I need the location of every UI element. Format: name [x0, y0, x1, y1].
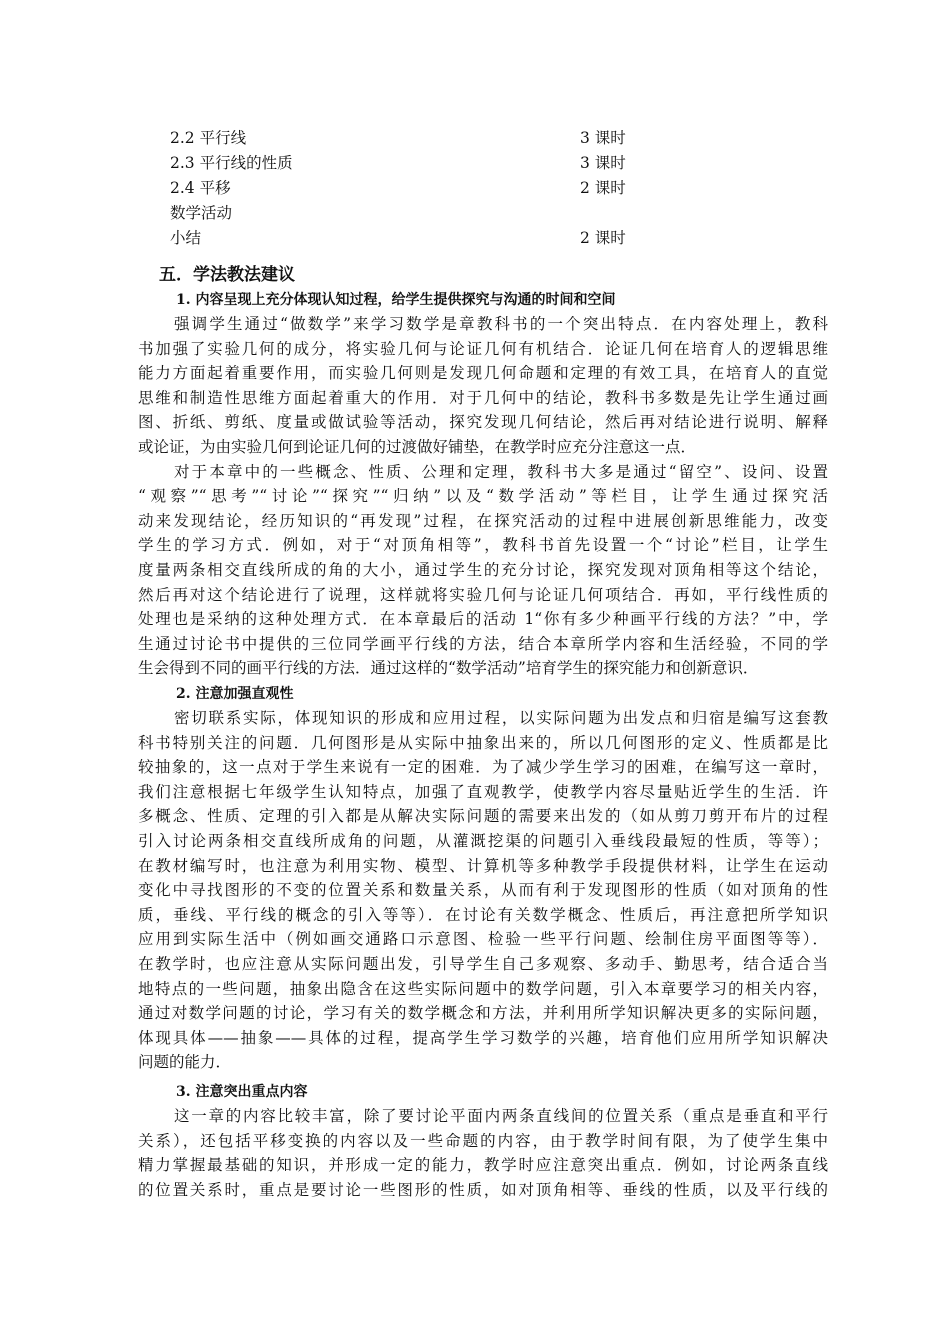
paragraph-line: 应用到实际生活中（例如画交通路口示意图、检验一些平行问题、绘制住房平面图等等）． [138, 930, 828, 949]
schedule-row [170, 176, 670, 201]
paragraph [138, 460, 828, 681]
paragraph-line: 引入讨论两条相交直线所成角的问题，从灌溉挖渠的问题引入垂线段最短的性质，等等）； [138, 831, 828, 850]
paragraph [138, 1104, 828, 1202]
paragraph-line: 生会得到不同的画平行线的方法．通过这样的“数学活动”培育学生的探究能力和创新意识． [138, 659, 759, 678]
section-heading: 五．学法教法建议 [159, 265, 295, 285]
schedule-item-name: 2.2 平行线 [170, 129, 247, 147]
paragraph-line: 体现具体——抽象——具体的过程，提高学生学习数学的兴趣，培育他们应用所学知识解决 [138, 1028, 828, 1047]
paragraph-line: 处理也是采纳的这种处理方式．在本章最后的活动 1“你有多少种画平行线的方法？”中，学 [138, 610, 828, 629]
schedule-item-name: 数学活动 [170, 204, 233, 222]
schedule-row [170, 151, 670, 176]
paragraph-line: 这一章的内容比较丰富，除了要讨论平面内两条直线间的位置关系（重点是垂直和平行 [174, 1107, 828, 1125]
schedule-item-name: 2.3 平行线的性质 [170, 154, 293, 172]
paragraph-line: 密切联系实际，体现知识的形成和应用过程，以实际问题为出发点和归宿是编写这套教 [174, 709, 828, 727]
paragraph-line: 通过对数学问题的讨论，学习有关的数学概念和方法，并利用所学知识解决更多的实际问题， [138, 1004, 828, 1023]
paragraph-line: 多概念、性质、定理的引入都是从解决实际问题的需要来出发的（如从剪刀剪开布片的过程 [138, 807, 828, 826]
subsection-1 [138, 288, 828, 681]
paragraph-line: 然后再对这个结论进行了说理，这样就将实验几何与论证几何项结合．再如，平行线性质的 [138, 585, 828, 604]
paragraph-line: 在教材编写时，也注意为利用实物、模型、计算机等多种教学手段提供材料，让学生在运动 [138, 856, 828, 875]
paragraph-line: 图、折纸、剪纸、度量或做试验等活动，探究发现几何结论，然后再对结论进行说明、解释 [138, 413, 828, 432]
paragraph-line: 书加强了实验几何的成分，将实验几何与论证几何有机结合．论证几何在培育人的逻辑思维 [138, 339, 828, 358]
paragraph-line: 地特点的一些问题，抽象出隐含在这些实际问题中的数学问题，引入本章要学习的相关内容， [138, 979, 828, 998]
paragraph-line: “观察”“思考”“讨论”“探究”“归纳”以及“数学活动”等栏目，让学生通过探究活 [138, 487, 828, 506]
schedule-item-hours: 3 课时 [580, 129, 626, 147]
schedule-item-name: 小结 [170, 229, 202, 247]
paragraph-line: 科书特别关注的问题．几何图形是从实际中抽象出来的，所以几何图形的定义、性质都是比 [138, 733, 828, 752]
paragraph-line: 动来发现结论，经历知识的“再发现”过程，在探究活动的过程中进展创新思维能力，改变 [138, 511, 828, 530]
subsection-heading: 3. 注意突出重点内容 [176, 1084, 308, 1100]
paragraph-line: 思维和制造性思维方面起着重大的作用．对于几何中的结论，教科书多数是先让学生通过画 [138, 388, 828, 407]
paragraph-line: 我们注意根据七年级学生认知特点，加强了直观教学，使教学内容尽量贴近学生的生活．许 [138, 782, 828, 801]
paragraph-line: 度量两条相交直线所成的角的大小，通过学生的充分讨论，探究发现对顶角相等这个结论， [138, 560, 828, 579]
subsection-heading: 2. 注意加强直观性 [176, 686, 294, 702]
schedule-row [170, 201, 670, 226]
schedule-row [170, 126, 670, 151]
schedule-item-name: 2.4 平移 [170, 179, 231, 197]
schedule-item-hours: 2 课时 [580, 179, 626, 197]
paragraph-line: 质，垂线、平行线的概念的引入等等）．在讨论有关数学概念、性质后，再注意把所学知识 [138, 905, 828, 924]
paragraph-line: 的位置关系时，重点是要讨论一些图形的性质，如对顶角相等、垂线的性质，以及平行线的 [138, 1180, 828, 1199]
paragraph [138, 312, 828, 460]
paragraph-line: 能力方面起着重要作用，而实验几何则是发现几何命题和定理的有效工具，在培育人的直觉 [138, 364, 828, 383]
paragraph-line: 强调学生通过“做数学”来学习数学是章教科书的一个突出特点．在内容处理上，教科 [174, 315, 828, 333]
schedule-row [170, 226, 670, 251]
paragraph [138, 706, 828, 1075]
paragraph-line: 精力掌握最基础的知识，并形成一定的能力，教学时应注意突出重点．例如，讨论两条直线 [138, 1156, 828, 1175]
schedule-item-hours: 3 课时 [580, 154, 626, 172]
paragraph-line: 对于本章中的一些概念、性质、公理和定理，教科书大多是通过“留空”、设问、设置 [174, 462, 828, 481]
paragraph-line: 在教学时，也应注意从实际问题出发，引导学生自己多观察、多动手、勤思考，结合适合当 [138, 954, 828, 973]
paragraph-line: 较抽象的，这一点对于学生来说有一定的困难．为了减少学生学习的困难，在编写这一章时， [138, 758, 828, 777]
lesson-schedule [170, 126, 670, 251]
subsection-2 [138, 682, 828, 1075]
subsection-heading: 1. 内容呈现上充分体现认知过程，给学生提供探究与沟通的时间和空间 [176, 292, 616, 308]
paragraph-line: 或论证，为由实验几何到论证几何的过渡做好铺垫，在教学时应充分注意这一点． [138, 437, 697, 456]
paragraph-line: 变化中寻找图形的不变的位置关系和数量关系，从而有利于发现图形的性质（如对顶角的性 [138, 881, 828, 900]
paragraph-line: 学生的学习方式．例如，对于“对顶角相等”，教科书首先设置一个“讨论”栏目，让学生 [138, 536, 828, 555]
paragraph-line: 生通过讨论书中提供的三位同学画平行线的方法，结合本章所学内容和生活经验，不同的学 [138, 634, 828, 653]
subsection-3 [138, 1080, 828, 1202]
paragraph-line: 关系），还包括平移变换的内容以及一些命题的内容，由于教学时间有限，为了使学生集中 [138, 1131, 828, 1150]
schedule-item-hours: 2 课时 [580, 229, 626, 247]
paragraph-line: 问题的能力． [138, 1053, 232, 1072]
